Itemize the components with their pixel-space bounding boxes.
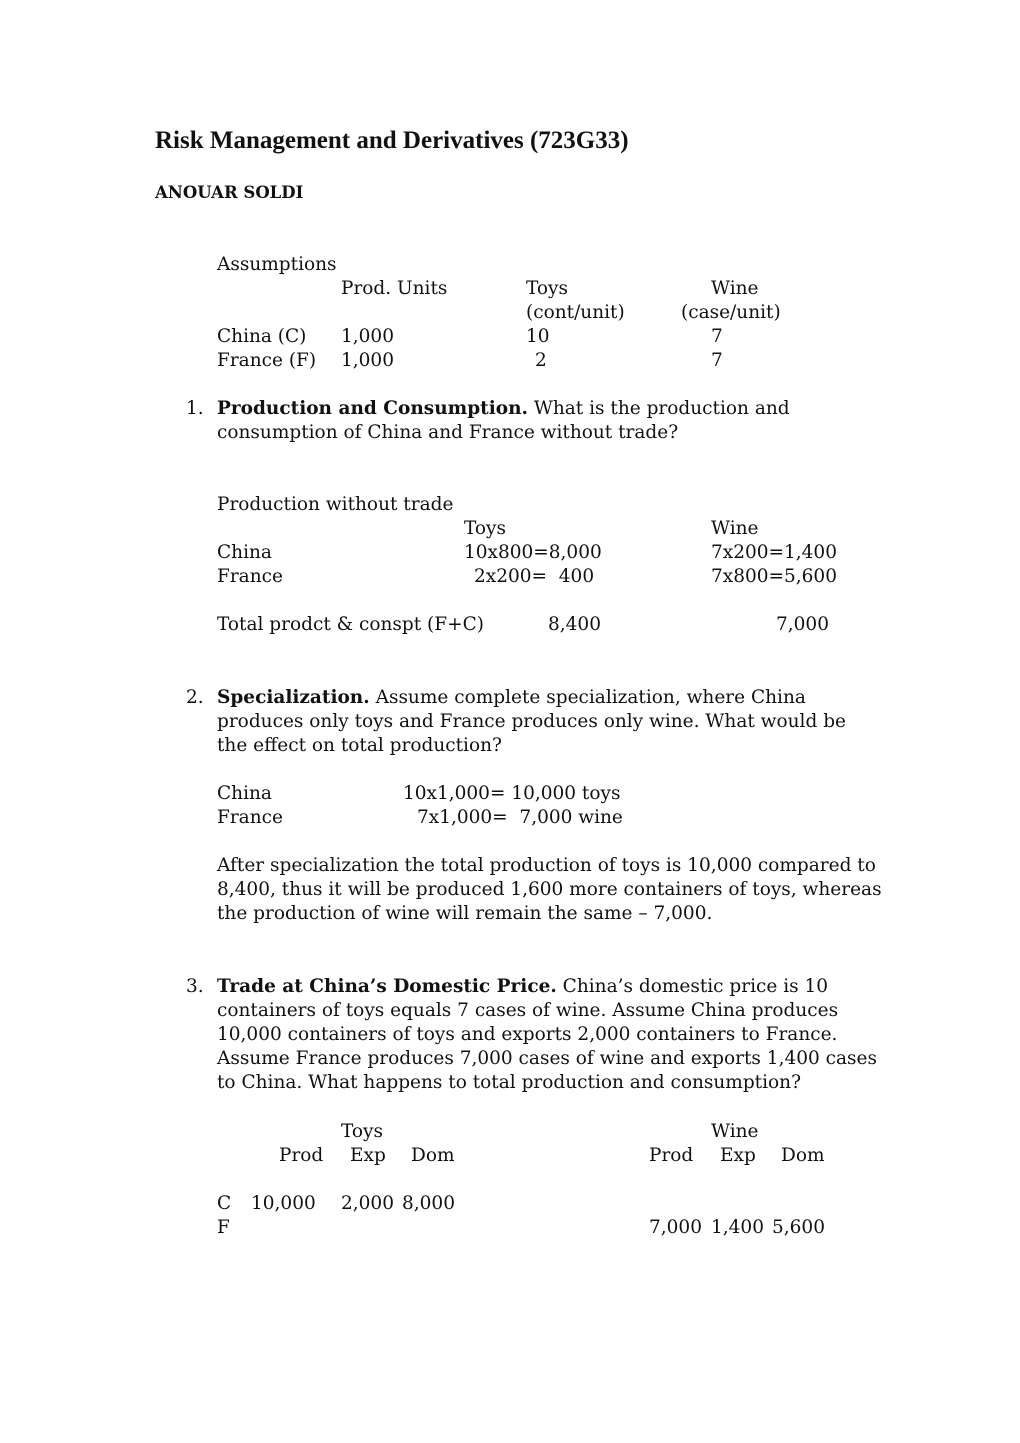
q1-number: 1. (186, 398, 204, 419)
page-title: Risk Management and Derivatives (723G33) (155, 127, 629, 154)
col-dom: Dom (781, 1145, 825, 1166)
col-exp: Exp (350, 1145, 386, 1166)
q2-number: 2. (186, 687, 204, 708)
row-toys: 10 (526, 326, 550, 347)
q1-text: What is the production and consumption of China and France without trade? (217, 398, 790, 443)
row-toys: 2x200= 400 (474, 566, 595, 587)
row-units: 1,000 (341, 326, 394, 347)
q3-paragraph (217, 975, 882, 1095)
col-wine-unit: (case/unit) (681, 302, 781, 323)
row-wine-prod: 7,000 (649, 1217, 702, 1238)
q2-paragraph (217, 686, 867, 758)
q3-heading: Trade at China’s Domestic Price. (217, 976, 557, 997)
col-dom: Dom (411, 1145, 455, 1166)
q1-paragraph (217, 397, 877, 445)
row-country: China (C) (217, 326, 307, 347)
row-toys-prod: 10,000 (251, 1193, 316, 1214)
total-label: Total prodct & conspt (F+C) (217, 614, 484, 635)
row-country: China (217, 542, 272, 563)
row-toys: 10x800=8,000 (464, 542, 602, 563)
col-prod: Prod (649, 1145, 694, 1166)
col-toys: Toys (526, 278, 568, 299)
row-country: F (217, 1217, 230, 1238)
q2-text: Assume complete specialization, where China produces only toys and France produces only wine. What would be the effect on total production? (217, 687, 846, 756)
row-country: France (217, 807, 283, 828)
row-units: 1,000 (341, 350, 394, 371)
author-name: ANOUAR SOLDI (155, 183, 304, 202)
row-country: France (217, 566, 283, 587)
row-country: C (217, 1193, 232, 1214)
row-wine: 7 (711, 350, 723, 371)
assumptions-heading: Assumptions (217, 254, 337, 275)
q2-conclusion: After specialization the total production of toys is 10,000 compared to 8,400, thus it will be produced 1,600 more containers of toys, whereas the production of wine will remain the same – 7,000. (217, 855, 882, 924)
row-country: China (217, 783, 272, 804)
row-wine-dom: 5,600 (772, 1217, 825, 1238)
col-wine: Wine (711, 518, 759, 539)
row-wine-exp: 1,400 (711, 1217, 764, 1238)
q2-heading: Specialization. (217, 687, 370, 708)
row-wine: 7x200=1,400 (711, 542, 837, 563)
col-prod-units: Prod. Units (341, 278, 448, 299)
row-toys: 2 (535, 350, 547, 371)
total-toys: 8,400 (548, 614, 601, 635)
col-exp: Exp (720, 1145, 756, 1166)
q3-text: China’s domestic price is 10 containers of toys equals 7 cases of wine. Assume China produces 10,000 containers of toys and exports 2,000 containers to France. Assume France produces 7,000 cases of wine and exports 1,400 cases to China. What happens to total production and consumption? (217, 976, 877, 1093)
row-value: 10x1,000= 10,000 toys (403, 783, 621, 804)
row-toys-exp: 2,000 (341, 1193, 394, 1214)
row-wine: 7 (711, 326, 723, 347)
row-country: France (F) (217, 350, 317, 371)
row-wine: 7x800=5,600 (711, 566, 837, 587)
group-wine: Wine (711, 1121, 759, 1142)
group-toys: Toys (341, 1121, 383, 1142)
col-wine: Wine (711, 278, 759, 299)
q1-heading: Production and Consumption. (217, 398, 528, 419)
total-wine: 7,000 (776, 614, 829, 635)
row-value: 7x1,000= 7,000 wine (417, 807, 623, 828)
row-toys-dom: 8,000 (402, 1193, 455, 1214)
col-toys-unit: (cont/unit) (526, 302, 625, 323)
col-prod: Prod (279, 1145, 324, 1166)
q3-number: 3. (186, 976, 204, 997)
col-toys: Toys (464, 518, 506, 539)
production-heading: Production without trade (217, 494, 454, 515)
